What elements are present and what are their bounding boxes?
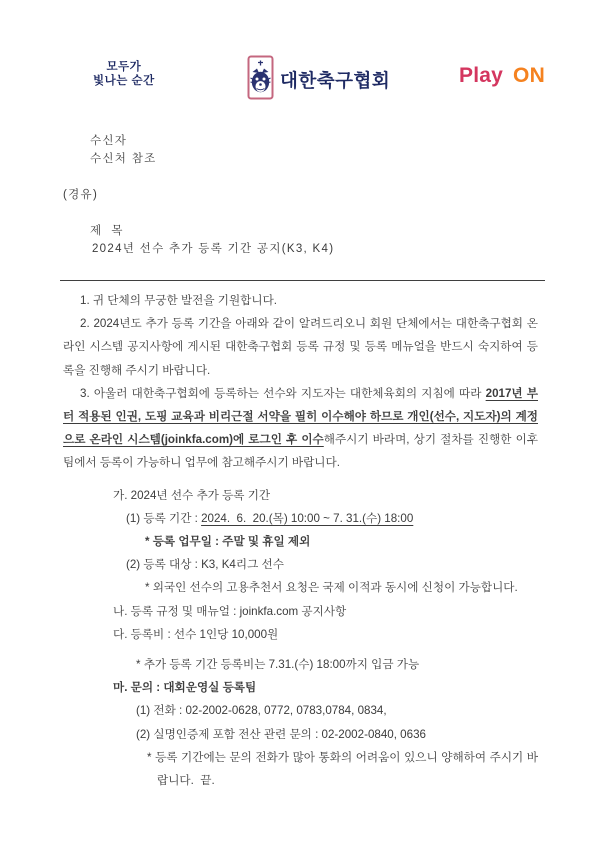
subject-row bbox=[63, 204, 545, 276]
kfa-slogan bbox=[93, 60, 155, 88]
registration-period-label: (1) 등록 기간 : bbox=[126, 511, 202, 525]
slogan-line-2: 빛나는 순간 bbox=[93, 75, 155, 87]
registration-period-value: 2024. 6. 20.(목) 10:00 ~ 7. 31.(수) 18:00 bbox=[201, 511, 414, 525]
play-on-play-text: Play bbox=[459, 64, 503, 87]
meta-block bbox=[63, 114, 545, 276]
play-on-logo bbox=[459, 64, 545, 88]
fee-deadline-note: * 추가 등록 기간 등록비는 7.31.(수) 18:00까지 입금 가능 bbox=[136, 658, 420, 672]
section-ga-title: 가. 2024년 선수 추가 등록 기간 bbox=[113, 488, 271, 502]
section-da-item: 다. 등록비 : 선수 1인당 10,000원 bbox=[113, 627, 279, 641]
registration-period-row bbox=[63, 507, 538, 530]
kfa-logo bbox=[247, 55, 390, 105]
registration-workday-note: * 등록 업무일 : 주말 및 휴일 제외 bbox=[145, 535, 311, 549]
paragraph-3-tail: 해주시기 바라며, 상기 절차를 진행한 이후 팀에서 등록이 가능하니 업무에 참고해주시기 바랍니다. bbox=[63, 433, 538, 470]
paragraph-1: 1. 귀 단체의 무궁한 발전을 기원합니다. bbox=[80, 294, 277, 307]
subject-label: 제 목 bbox=[89, 225, 124, 237]
contact-phone-row: (1) 전화 : 02-2002-0628, 0772, 0783,0784, 0834, bbox=[136, 704, 387, 718]
contact-it-row: (2) 실명인증제 포함 전산 관련 문의 : 02-2002-0840, 0636 bbox=[136, 727, 426, 741]
spacer bbox=[63, 646, 538, 653]
section-ma-title: 마. 문의 : 대회운영실 등록팀 bbox=[113, 681, 257, 695]
spacer bbox=[63, 475, 538, 484]
subject-value: 2024년 선수 추가 등록 기간 공지(K3, K4) bbox=[91, 243, 335, 255]
paragraph-3-emphasis: 2017년 부터 적용된 인권, 도핑 교육과 비리근절 서약을 필히 이수해야 하므로 개인(선수, 지도자)의 계정으로 온라인 시스템(joinkfa.com)에 로그인 후 이수 bbox=[63, 386, 538, 447]
paragraph-3-lead: 3. 아울러 대한축구협회에 등록하는 선수와 지도자는 대한체육회의 지침에 따라 bbox=[80, 386, 486, 400]
foreign-player-note: * 외국인 선수의 고용추천서 요청은 국제 이적과 동시에 신청이 가능합니다. bbox=[145, 581, 518, 595]
recipient-label: 수신자 bbox=[89, 135, 128, 147]
via-row: (경유) bbox=[63, 189, 99, 201]
document-header bbox=[0, 0, 600, 108]
registration-target-row: (2) 등록 대상 : K3, K4리그 선수 bbox=[126, 558, 284, 572]
org-name: 대한축구협회 bbox=[280, 70, 391, 91]
recipient-value: 수신처 참조 bbox=[89, 153, 157, 165]
play-on-on-text: ON bbox=[513, 64, 545, 87]
document-body bbox=[63, 289, 538, 792]
section-na-item: 나. 등록 규정 및 매뉴얼 : joinkfa.com 공지사항 bbox=[113, 604, 347, 618]
paragraph-2: 2. 2024년도 추가 등록 기간을 아래와 같이 알려드리오니 회원 단체에서는 대한축구협회 온라인 시스템 공지사항에 게시된 대한축구협회 등록 규정 및 등록 메뉴얼을 반드시 숙지하여 등록을 진행해 주시기 바랍니다. bbox=[63, 317, 538, 377]
paragraph-3 bbox=[63, 382, 538, 475]
subject-divider bbox=[60, 280, 545, 281]
recipient-row bbox=[63, 114, 545, 186]
slogan-line-1: 모두가 bbox=[106, 61, 142, 73]
contact-busy-note: * 등록 기간에는 문의 전화가 많아 통화의 어려움이 있으니 양해하여 주시기 바랍니다. 끝. bbox=[147, 750, 538, 788]
kfa-tiger-emblem-icon bbox=[247, 55, 274, 105]
